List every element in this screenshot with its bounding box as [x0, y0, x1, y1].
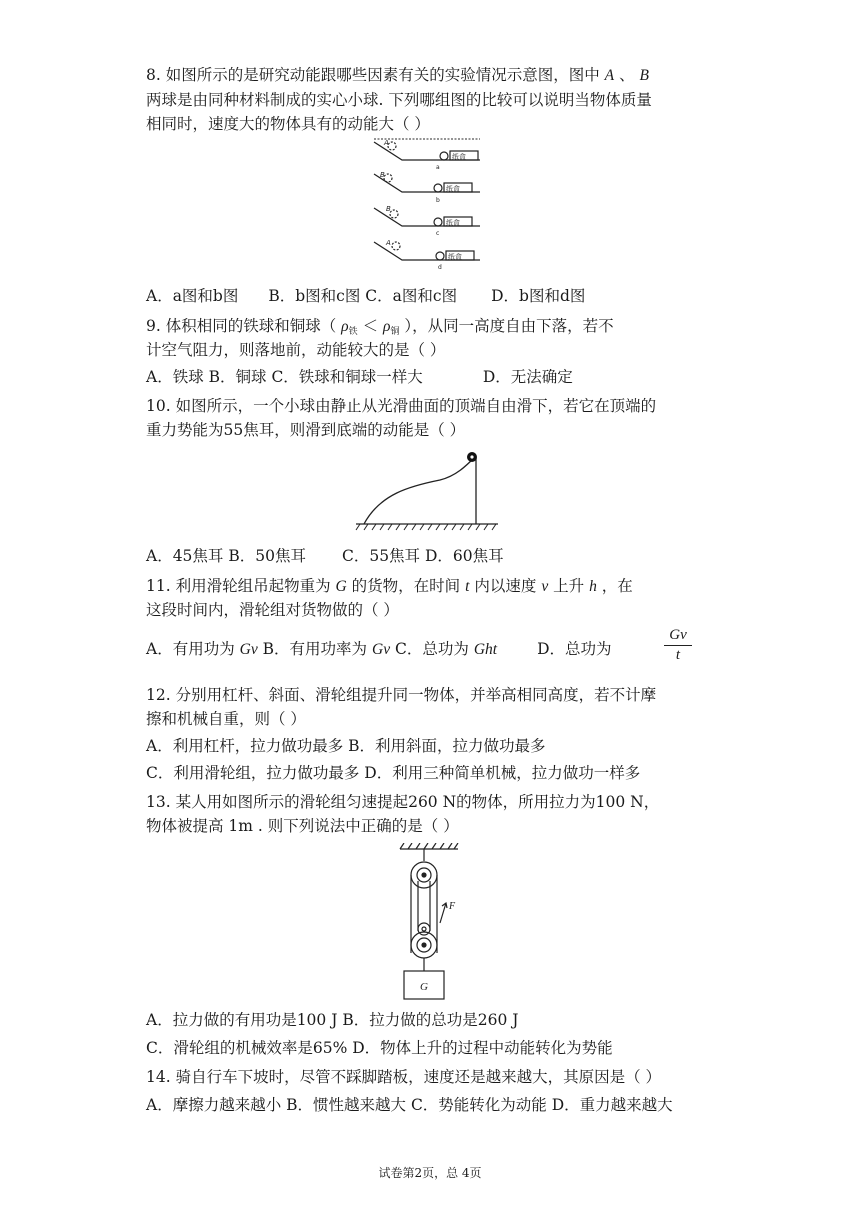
q13-weight-label: G [420, 981, 428, 993]
q11-option-b-expr: Gv [372, 641, 391, 658]
q9-option-d: D．无法确定 [482, 368, 573, 386]
q11-option-b: B．有用功率为 [262, 640, 368, 658]
q11-text: ，在 [601, 577, 633, 595]
q9-stem-line2: 计空气阻力，则落地前，动能较大的是（ ） [146, 341, 446, 359]
q8-options [146, 285, 585, 307]
q8-stem-line2: 两球是由同种材料制成的实心小球. 下列哪组图的比较可以说明当物体质量 [146, 91, 652, 109]
q11-symbol-t: t [465, 578, 470, 595]
q8-fig-panel-label-b: b [436, 197, 440, 204]
q11-symbol-g: G [335, 578, 347, 595]
q8-fig-panel-label-c: c [436, 230, 440, 237]
q10-figure-curved-slope [352, 446, 502, 536]
q9-options [146, 366, 573, 388]
q11-option-c: C．总功为 [395, 640, 469, 658]
q11-option-d: D．总功为 [537, 640, 612, 658]
q10-options [146, 545, 504, 567]
q11-stem-line1 [146, 575, 633, 598]
q8-option-a: A．a图和b图 [146, 287, 239, 305]
q9-text: 9. 体积相同的铁球和铜球（ [146, 317, 337, 335]
q11-fraction-numerator: Gv [664, 626, 692, 646]
q12-options-ab: A．利用杠杆，拉力做功最多 B．利用斜面，拉力做功最多 [146, 737, 546, 755]
q8-figure-ramps [372, 136, 484, 278]
q10-options-ab: A．45焦耳 B．50焦耳 [146, 547, 306, 565]
q8-option-b: B．b图和c图 [268, 287, 361, 305]
q9-less-than: ＜ [362, 317, 379, 335]
q8-fig-box-label: 纸盒 [446, 219, 460, 227]
q11-option-c-expr: Ght [473, 641, 498, 658]
q12-stem-line1: 12. 分别用杠杆、斜面、滑轮组提升同一物体，并举高相同高度，若不计摩 [146, 686, 657, 704]
q13-stem-line2: 物体被提高 1m . 则下列说法中正确的是（ ） [146, 817, 459, 835]
q14-options: A．摩擦力越来越小 B．惯性越来越大 C．势能转化为动能 D．重力越来越大 [146, 1096, 673, 1114]
q10-ground-hatching [356, 524, 496, 530]
q14-stem: 14. 骑自行车下坡时，尽管不踩脚踏板，速度还是越来越大，其原因是（ ） [146, 1068, 662, 1086]
page-footer: 试卷第2页，总 4页 [378, 1166, 482, 1180]
q8-fig-panel-label-d: d [438, 264, 442, 271]
q11-text: 内以速度 [474, 577, 537, 595]
q9-rho-symbol: ρ [341, 318, 349, 335]
q8-fig-ball-label-a2: A [386, 239, 391, 247]
q9-rho-symbol: ρ [383, 318, 391, 335]
q11-options [146, 638, 612, 661]
q8-fig-box-label: 纸盒 [448, 253, 462, 261]
q11-symbol-h: h [589, 578, 597, 595]
q8-separator: 、 [619, 66, 635, 84]
q9-sub-iron: 铁 [348, 327, 358, 337]
q11-option-a: A．有用功为 [146, 640, 235, 658]
q12-options-cd: C．利用滑轮组，拉力做功最多 D．利用三种简单机械，拉力做功一样多 [146, 764, 641, 782]
q8-stem-line3: 相同时，速度大的物体具有的动能大（ ） [146, 115, 430, 133]
q8-ball-a-symbol: A [604, 67, 615, 84]
q11-option-a-expr: Gv [239, 641, 258, 658]
q9-text: ），从同一高度自由下落，若不 [404, 317, 614, 335]
q9-sub-copper: 铜 [390, 327, 400, 337]
q13-stem-line1: 13. 某人用如图所示的滑轮组匀速提起260 N的物体，所用拉力为100 N， [146, 793, 660, 811]
q11-text: 上升 [553, 577, 585, 595]
q13-options-ab: A．拉力做的有用功是100 J B．拉力做的总功是260 J [146, 1011, 519, 1029]
q10-stem-line1: 10. 如图所示，一个小球由静止从光滑曲面的顶端自由滑下，若它在顶端的 [146, 397, 657, 415]
q8-fig-box-label: 纸盒 [452, 153, 466, 161]
q12-stem-line2: 擦和机械自重，则（ ） [146, 710, 306, 728]
q8-fig-ball-label-b2: B [386, 205, 391, 213]
q9-options-abc: A．铁球 B．铜球 C．铁球和铜球一样大 [146, 368, 423, 386]
q11-text: 的货物，在时间 [351, 577, 461, 595]
q8-fig-box-label: 纸盒 [446, 185, 460, 193]
q8-text: 8. 如图所示的是研究动能跟哪些因素有关的实验情况示意图，图中 [146, 66, 600, 84]
q11-stem-line2: 这段时间内，滑轮组对货物做的（ ） [146, 601, 399, 619]
q11-text: 11. 利用滑轮组吊起物重为 [146, 577, 331, 595]
q13-figure-pulley-system [396, 843, 464, 1003]
q8-fig-panel-label-a: a [436, 164, 440, 171]
q11-option-d-fraction [664, 626, 692, 665]
q8-option-d: D．b图和d图 [491, 287, 586, 305]
q13-force-label: F [449, 901, 456, 912]
q10-stem-line2: 重力势能为55焦耳，则滑到底端的动能是（ ） [146, 421, 466, 439]
q8-fig-ball-label-a: A [384, 139, 389, 147]
q10-options-cd: C．55焦耳 D．60焦耳 [341, 547, 504, 565]
q8-stem-line1 [146, 64, 649, 87]
q11-fraction-denominator: t [675, 647, 681, 663]
q11-symbol-v: v [541, 578, 549, 595]
q13-options-cd: C．滑轮组的机械效率是65% D．物体上升的过程中动能转化为势能 [146, 1039, 613, 1057]
q8-fig-ball-label-b1: B [380, 171, 385, 179]
q8-ball-b-symbol: B [639, 67, 649, 84]
q8-option-c: C．a图和c图 [365, 287, 458, 305]
